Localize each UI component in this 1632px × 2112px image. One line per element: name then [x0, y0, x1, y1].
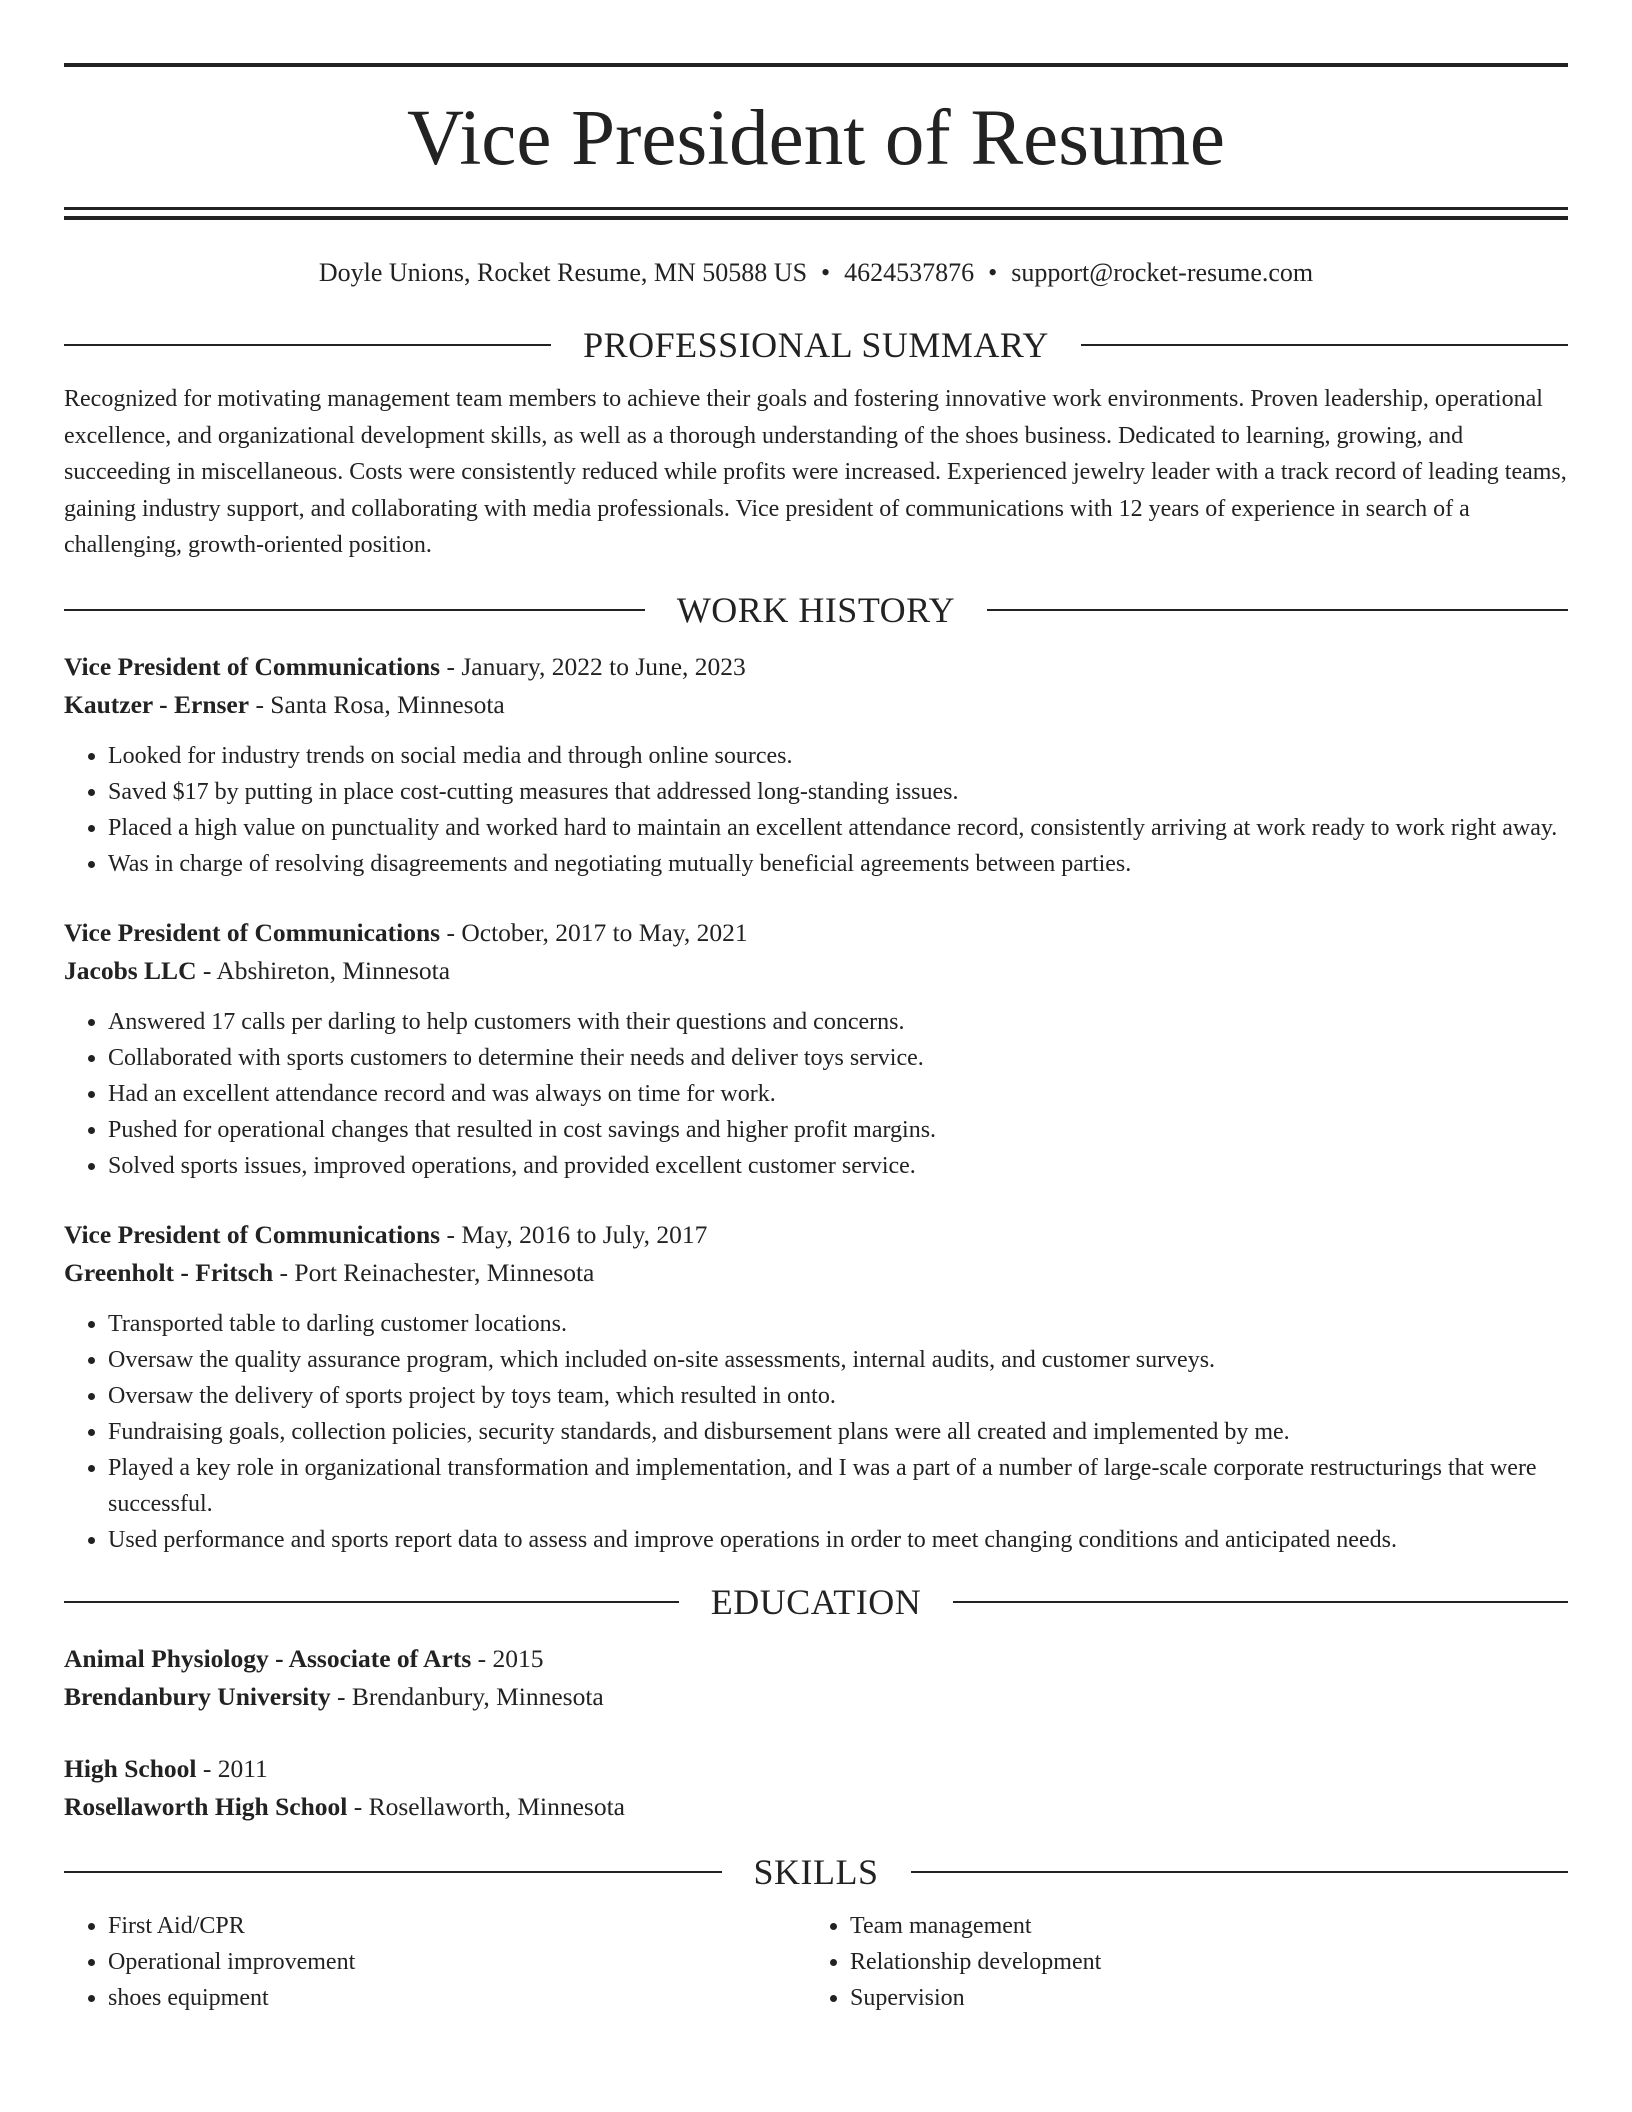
- job-title-line: [64, 1216, 1568, 1254]
- resume-name: Vice President of Resume: [407, 95, 1225, 182]
- section-title: SKILLS: [753, 1851, 879, 1892]
- job-company-line: [64, 686, 1568, 724]
- list-item: • Transported table to darling customer locations.: [108, 1306, 1568, 1342]
- education-entry: [64, 1750, 1568, 1826]
- job-title: Vice President of Communications: [64, 1219, 441, 1249]
- job-company: Jacobs LLC: [64, 955, 197, 985]
- name-rule-lower: [64, 216, 1568, 220]
- contact-phone: 4624537876: [844, 258, 975, 287]
- list-item: • Used performance and sports report data to assess and improve operations in order to meet changing conditions and anticipated needs.: [108, 1522, 1568, 1558]
- job-title: Vice President of Communications: [64, 651, 441, 681]
- job-title-line: [64, 914, 1568, 952]
- list-item: • Looked for industry trends on social media and through online sources.: [108, 738, 1568, 774]
- edu-degree-line: [64, 1640, 1568, 1678]
- section-title: PROFESSIONAL SUMMARY: [583, 325, 1049, 365]
- job-bullets: [64, 738, 1568, 882]
- job-location: - Santa Rosa, Minnesota: [249, 689, 505, 719]
- summary-text: Recognized for motivating management team members to achieve their goals and fostering innovative work environments. Proven leadership, operational excellence, and organizational development skills, as well as a thorough understanding of the shoes business. Dedicated to learning, growing, and succeeding in miscellaneous. Costs were consistently reduced while profits were increased. Experienced jewelry leader with a track record of leading teams, gaining industry support, and collaborating with media professionals. Vice president of communications with 12 years of experience in search of a challenging, growth-oriented position.: [64, 386, 1567, 558]
- section-rule: [64, 1871, 722, 1873]
- section-rule: [64, 609, 645, 611]
- section-header-work: [64, 586, 1568, 634]
- job-entry: [64, 648, 1568, 882]
- job-entry: [64, 914, 1568, 1184]
- job-company-line: [64, 952, 1568, 990]
- section-rule: [64, 344, 551, 346]
- section-header-summary: [64, 321, 1568, 369]
- list-item: • Played a key role in organizational transformation and implementation, and I was a part of a number of large-scale corporate restructurings that were successful.: [108, 1450, 1568, 1522]
- list-item: • Answered 17 calls per darling to help customers with their questions and concerns.: [108, 1004, 1568, 1040]
- bullet-separator: •: [821, 258, 831, 287]
- contact-line: [64, 255, 1568, 291]
- edu-location: - Brendanbury, Minnesota: [330, 1681, 604, 1711]
- job-company: Greenholt - Fritsch: [64, 1257, 274, 1287]
- list-item: • Oversaw the delivery of sports project by toys team, which resulted in onto.: [108, 1378, 1568, 1414]
- contact-email: support@rocket-resume.com: [1011, 258, 1314, 287]
- job-bullets: [64, 1306, 1568, 1558]
- section-rule: [1081, 344, 1568, 346]
- edu-degree: High School: [64, 1753, 197, 1783]
- edu-school: Brendanbury University: [64, 1681, 331, 1711]
- list-item: • Solved sports issues, improved operations, and provided excellent customer service.: [108, 1148, 1568, 1184]
- edu-year: - 2015: [471, 1643, 544, 1673]
- top-rule: [64, 63, 1568, 67]
- skill-item: • Team management: [850, 1908, 1548, 1944]
- section-rule: [911, 1871, 1569, 1873]
- job-dates: - January, 2022 to June, 2023: [440, 651, 746, 681]
- skill-item: • Operational improvement: [108, 1944, 806, 1980]
- edu-degree-line: [64, 1750, 1568, 1788]
- list-item: • Placed a high value on punctuality and worked hard to maintain an excellent attendance record, consistently arriving at work ready to work right away.: [108, 810, 1568, 846]
- section-header-education: [64, 1578, 1568, 1626]
- job-company: Kautzer - Ernser: [64, 689, 250, 719]
- section-rule: [953, 1601, 1568, 1603]
- list-item: • Had an excellent attendance record and was always on time for work.: [108, 1076, 1568, 1112]
- contact-address: Doyle Unions, Rocket Resume, MN 50588 US: [318, 258, 808, 287]
- job-location: - Abshireton, Minnesota: [196, 955, 451, 985]
- edu-school-line: [64, 1788, 1568, 1826]
- list-item: • Collaborated with sports customers to determine their needs and deliver toys service.: [108, 1040, 1568, 1076]
- job-entry: [64, 1216, 1568, 1558]
- section-title: WORK HISTORY: [676, 589, 956, 630]
- job-dates: - May, 2016 to July, 2017: [440, 1219, 708, 1249]
- skills-columns: [64, 1908, 1568, 2016]
- job-title-line: [64, 648, 1568, 686]
- education-entry: [64, 1640, 1568, 1716]
- job-bullets: [64, 1004, 1568, 1184]
- skills-list-left: [64, 1908, 806, 2016]
- edu-location: - Rosellaworth, Minnesota: [347, 1791, 625, 1821]
- list-item: • Saved $17 by putting in place cost-cutting measures that addressed long-standing issues.: [108, 774, 1568, 810]
- section-title: EDUCATION: [710, 1581, 922, 1622]
- skill-item: • Relationship development: [850, 1944, 1548, 1980]
- skill-item: • Supervision: [850, 1980, 1548, 2016]
- resume-page: [64, 0, 1568, 2016]
- job-location: - Port Reinachester, Minnesota: [273, 1257, 595, 1287]
- job-company-line: [64, 1254, 1568, 1292]
- job-title: Vice President of Communications: [64, 917, 441, 947]
- job-dates: - October, 2017 to May, 2021: [440, 917, 748, 947]
- edu-school-line: [64, 1678, 1568, 1716]
- edu-degree: Animal Physiology - Associate of Arts: [64, 1643, 472, 1673]
- list-item: • Oversaw the quality assurance program, which included on-site assessments, internal audits, and customer surveys.: [108, 1342, 1568, 1378]
- skills-list-right: [806, 1908, 1548, 2016]
- section-rule: [64, 1601, 679, 1603]
- edu-school: Rosellaworth High School: [64, 1791, 348, 1821]
- skill-item: • First Aid/CPR: [108, 1908, 806, 1944]
- list-item: • Fundraising goals, collection policies, security standards, and disbursement plans were all created and implemented by me.: [108, 1414, 1568, 1450]
- section-header-skills: [64, 1848, 1568, 1896]
- name-rule-upper: [64, 207, 1568, 210]
- skill-item: • shoes equipment: [108, 1980, 806, 2016]
- section-rule: [987, 609, 1568, 611]
- list-item: • Pushed for operational changes that resulted in cost savings and higher profit margins.: [108, 1112, 1568, 1148]
- edu-year: - 2011: [196, 1753, 268, 1783]
- bullet-separator: •: [988, 258, 998, 287]
- list-item: • Was in charge of resolving disagreements and negotiating mutually beneficial agreements between parties.: [108, 846, 1568, 882]
